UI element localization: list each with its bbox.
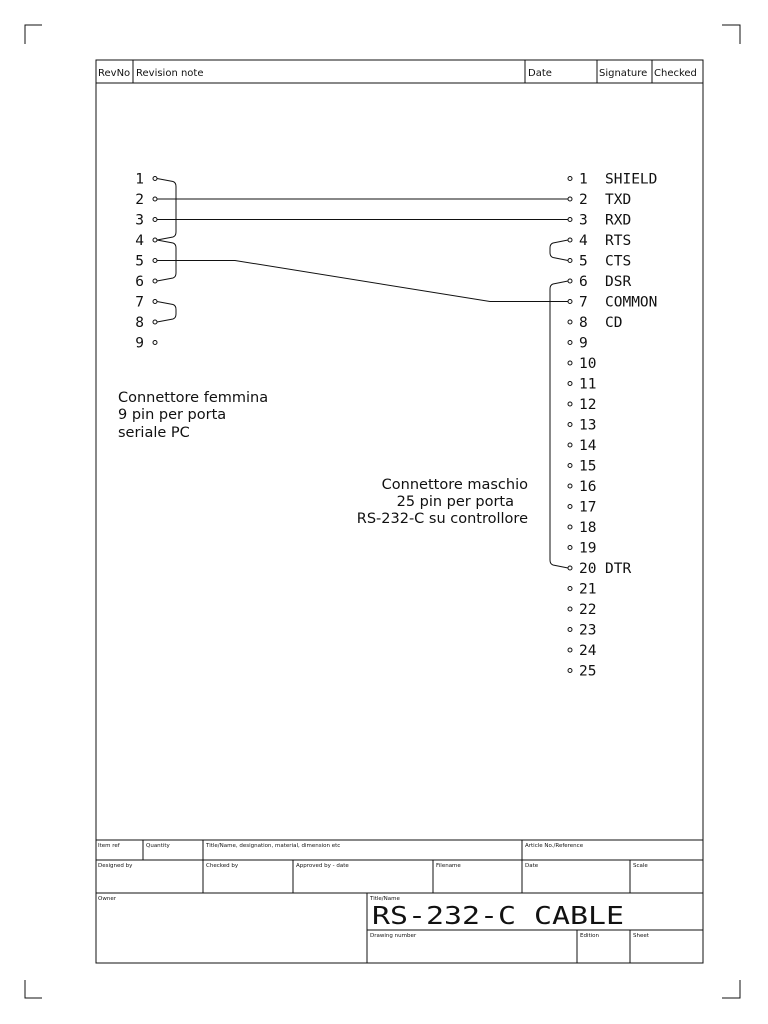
right-pin-terminal	[568, 464, 572, 468]
revision-table	[96, 60, 703, 83]
right-pin-terminal	[568, 546, 572, 550]
right-pin-terminal	[568, 628, 572, 632]
right-pin-number: 1	[579, 171, 588, 188]
right-pin-terminal	[568, 587, 572, 591]
checked-header: Checked	[654, 68, 697, 79]
date-label: Date	[525, 863, 539, 869]
right-pin-terminal	[568, 341, 572, 345]
signal-names	[605, 172, 657, 578]
right-pin-terminal	[568, 648, 572, 652]
revno-header: RevNo	[98, 68, 131, 79]
edition-label: Edition	[580, 933, 600, 939]
right-pin-terminal	[568, 300, 572, 304]
left-pin-number: 1	[135, 171, 144, 188]
right-pin-number: 13	[579, 417, 597, 434]
signal-name-common: COMMON	[605, 294, 658, 311]
signature-header: Signature	[599, 68, 648, 79]
left-pin-number: 4	[135, 233, 144, 249]
left-connector-pins	[135, 172, 157, 352]
right-pin-terminal	[568, 402, 572, 406]
left-pin-terminal	[153, 279, 157, 283]
left-pin-number: 3	[135, 212, 144, 229]
owner-label: Owner	[98, 896, 116, 902]
right-pin-number: 4	[579, 233, 588, 249]
date-header: Date	[528, 68, 552, 79]
left-pin-number: 6	[135, 274, 144, 290]
right-pin-number: 21	[579, 581, 597, 598]
scale-label: Scale	[633, 863, 648, 869]
right-pin-number: 19	[579, 540, 597, 557]
left-pin-terminal	[153, 177, 157, 181]
right-caption-line-3: RS-232-C su controllore	[356, 511, 528, 527]
right-jumper-6-20	[550, 281, 568, 568]
right-pin-terminal	[568, 218, 572, 222]
right-pin-number: 9	[579, 335, 588, 352]
signal-name-txd: TXD	[605, 192, 632, 208]
right-pin-number: 17	[579, 499, 597, 516]
drawing-number-label: Drawing number	[370, 933, 417, 939]
right-pin-terminal	[568, 505, 572, 509]
left-caption-line-2: 9 pin per porta	[118, 407, 227, 423]
right-pin-number: 11	[579, 376, 597, 393]
right-caption-line-1: Connettore maschio	[381, 477, 528, 493]
right-jumper-4-5	[550, 240, 568, 261]
right-pin-number: 22	[579, 602, 597, 618]
left-pin-number: 5	[135, 253, 144, 270]
right-pin-terminal	[568, 607, 572, 611]
left-pin-number: 2	[135, 192, 144, 208]
approved-by-label: Approved by - date	[296, 863, 349, 869]
right-pin-terminal	[568, 566, 572, 570]
article-no-label: Article No./Reference	[525, 843, 584, 849]
right-pin-terminal	[568, 361, 572, 365]
left-pin-terminal	[153, 300, 157, 304]
right-pin-number: 20	[579, 561, 597, 577]
right-pin-terminal	[568, 197, 572, 201]
title-block	[96, 840, 703, 963]
left-jumper-1-4	[157, 179, 176, 241]
left-pin-terminal	[153, 259, 157, 263]
right-pin-number: 24	[579, 643, 597, 659]
right-pin-terminal	[568, 382, 572, 386]
right-pin-number: 16	[579, 479, 597, 495]
title-desc-label: Title/Name, designation, material, dimension etc	[206, 843, 341, 849]
right-pin-terminal	[568, 279, 572, 283]
left-caption-line-3: seriale PC	[118, 425, 190, 441]
right-connector-caption	[357, 477, 528, 527]
right-pin-number: 18	[579, 520, 597, 536]
right-pin-number: 14	[579, 438, 597, 454]
left-pin-number: 8	[135, 315, 144, 331]
right-caption-line-2: 25 pin per porta	[396, 494, 514, 510]
right-pin-terminal	[568, 259, 572, 263]
wire-5-to-7	[157, 261, 568, 302]
right-pin-number: 12	[579, 397, 597, 413]
drawing-title: RS-232-C CABLE	[372, 901, 624, 930]
right-pin-terminal	[568, 423, 572, 427]
right-pin-number: 10	[579, 356, 597, 372]
title-name-label: Title/Name	[370, 896, 400, 902]
right-pin-terminal	[568, 525, 572, 529]
right-connector-pins	[568, 172, 597, 680]
item-label: Item ref	[98, 843, 120, 849]
right-pin-number: 6	[579, 274, 588, 290]
checked-by-label: Checked by	[206, 863, 239, 869]
left-pin-terminal	[153, 341, 157, 345]
left-pin-number: 7	[135, 294, 144, 311]
left-pin-terminal	[153, 320, 157, 324]
left-pin-terminal	[153, 238, 157, 242]
right-pin-terminal	[568, 177, 572, 181]
revision-note-header: Revision note	[136, 68, 204, 79]
left-jumper-7-8	[157, 302, 176, 323]
filename-label: Filename	[436, 863, 461, 869]
right-pin-number: 15	[579, 458, 597, 475]
right-pin-number: 2	[579, 192, 588, 208]
left-pin-number: 9	[135, 335, 144, 352]
left-connector-caption	[118, 390, 268, 441]
signal-name-shield: SHIELD	[605, 171, 658, 188]
designed-by-label: Designed by	[98, 863, 133, 869]
right-pin-number: 7	[579, 294, 588, 311]
right-pin-number: 5	[579, 253, 588, 270]
left-caption-line-1: Connettore femmina	[118, 390, 269, 406]
signal-name-dsr: DSR	[605, 274, 632, 290]
right-pin-number: 25	[579, 663, 597, 680]
right-pin-number: 23	[579, 622, 597, 639]
right-pin-terminal	[568, 443, 572, 447]
left-pin-terminal	[153, 197, 157, 201]
signal-name-dtr: DTR	[605, 561, 632, 577]
right-pin-terminal	[568, 238, 572, 242]
right-pin-terminal	[568, 484, 572, 488]
right-pin-terminal	[568, 320, 572, 324]
right-pin-number: 3	[579, 212, 588, 229]
signal-name-cd: CD	[605, 315, 623, 331]
signal-name-rts: RTS	[605, 233, 632, 249]
right-pin-number: 8	[579, 315, 588, 331]
sheet-label: Sheet	[633, 933, 649, 939]
signal-name-cts: CTS	[605, 253, 632, 270]
quantity-label: Quantity	[146, 843, 170, 849]
right-pin-terminal	[568, 669, 572, 673]
signal-name-rxd: RXD	[605, 212, 632, 229]
left-pin-terminal	[153, 218, 157, 222]
